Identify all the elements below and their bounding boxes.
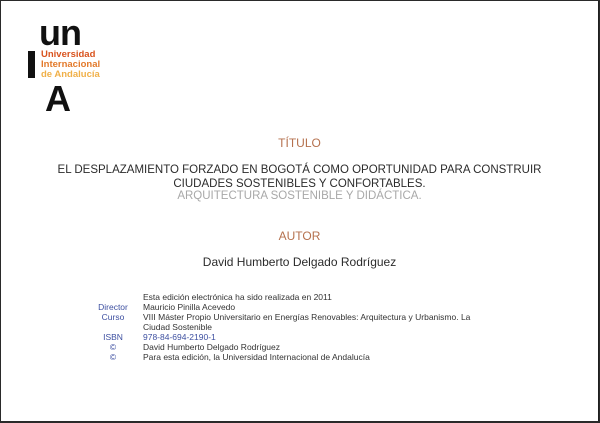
logo-i-bar	[28, 51, 35, 78]
document-subtitle: ARQUITECTURA SOSTENIBLE Y DIDÁCTICA.	[177, 190, 422, 202]
document-title	[1, 163, 598, 191]
logo-line-2: Internacional	[41, 59, 101, 70]
document-page: un Universidad Internacional de Andalucía A TÍTULO EL DESPLAZAMIENTO FORZADO EN BOGOTÁ COMO OPORTUNIDAD PARA CONSTRUIR CIUDADES SOSTENIBLES Y CONFORTABLES. ARQUITECTURA SOSTENIBLE Y DIDÁCTICA. AUTOR David Humberto Delgado Rodríguez Esta edición electrónica ha sido realizada en 2011 Director Mauricio Pinilla Acevedo Curso VIII Máster Propio Universitario en Energías Renovables: Arquitectura y Urbanismo. La Ciudad Sostenible ISBN 978-84-694-2190-1 © David Humberto Delgado Rodríguez © Para esta edición, la Universidad Internacional de Andalucía	[1, 1, 599, 421]
copyright-icon: ©	[109, 342, 117, 352]
title-line-2: CIUDADES SOSTENIBLES Y CONFORTABLES.	[173, 178, 426, 190]
title-line-1: EL DESPLAZAMIENTO FORZADO EN BOGOTÁ COMO OPORTUNIDAD PARA CONSTRUIR	[57, 164, 542, 176]
author-label: AUTOR	[278, 229, 321, 243]
logo-a: A	[45, 78, 71, 119]
copyright-icon: ©	[109, 352, 117, 362]
logo-line-3: de Andalucía	[41, 69, 100, 80]
logo-line-1: Universidad	[41, 49, 96, 60]
title-label: TÍTULO	[278, 136, 321, 150]
logo-university-name	[41, 50, 100, 80]
logo-un: un	[39, 12, 81, 53]
author-name: David Humberto Delgado Rodríguez	[202, 255, 397, 269]
